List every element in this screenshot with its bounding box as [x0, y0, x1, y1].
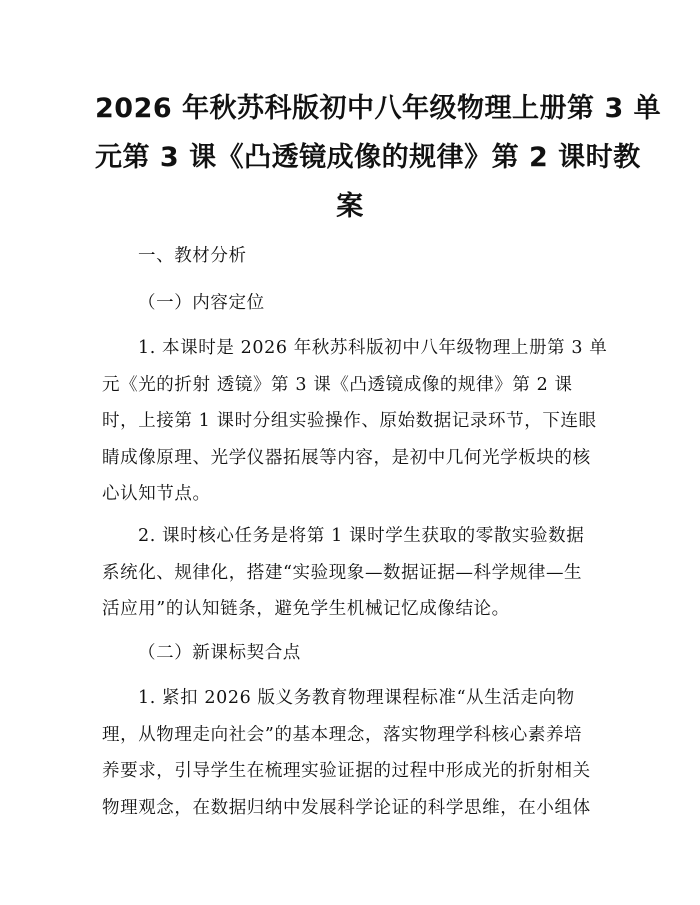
paragraph-2-line-3: 活应用”的认知链条，避免学生机械记忆成像结论。: [102, 599, 510, 619]
paragraph-3-line-2: 理，从物理走向社会”的基本理念，落实物理学科核心素养培: [102, 724, 583, 745]
subsection-heading-curriculum-alignment: （二）新课标契合点: [138, 643, 301, 663]
paragraph-3: [102, 680, 598, 826]
paragraph-1-line-3: 时，上接第 1 课时分组实验操作、原始数据记录环节，下连眼: [102, 411, 597, 431]
paragraph-3-line-4: 物理观念，在数据归纳中发展科学论证的科学思维，在小组体: [102, 797, 591, 818]
paragraph-1-line-1: 1. 本课时是 2026 年秋苏科版初中八年级物理上册第 3 单: [138, 338, 608, 358]
section-heading-materials-analysis: 一、教材分析: [138, 246, 247, 266]
title-line-2: 元第 3 课《凸透镜成像的规律》第 2 课时教: [95, 142, 641, 173]
subsection-heading-content-positioning: （一）内容定位: [138, 293, 265, 313]
paragraph-3-line-3: 养要求，引导学生在梳理实验证据的过程中形成光的折射相关: [102, 761, 591, 781]
title-line-1: 2026 年秋苏科版初中八年级物理上册第 3 单: [95, 93, 662, 124]
paragraph-2: [102, 518, 598, 628]
paragraph-1-line-5: 心认知节点。: [102, 484, 211, 504]
title-line-3: 案: [336, 191, 364, 222]
document-title: [95, 84, 662, 231]
paragraph-2-line-1: 2. 课时核心任务是将第 1 课时学生获取的零散实验数据: [138, 526, 585, 546]
paragraph-3-line-1: 1. 紧扣 2026 版义务教育物理课程标准“从生活走向物: [138, 688, 575, 708]
paragraph-1: [102, 330, 608, 513]
paragraph-1-line-2: 元《光的折射 透镜》第 3 课《凸透镜成像的规律》第 2 课: [102, 374, 573, 395]
paragraph-1-line-4: 睛成像原理、光学仪器拓展等内容，是初中几何光学板块的核: [102, 447, 591, 468]
paragraph-2-line-2: 系统化、规律化，搭建“实验现象—数据证据—科学规律—生: [102, 562, 583, 583]
